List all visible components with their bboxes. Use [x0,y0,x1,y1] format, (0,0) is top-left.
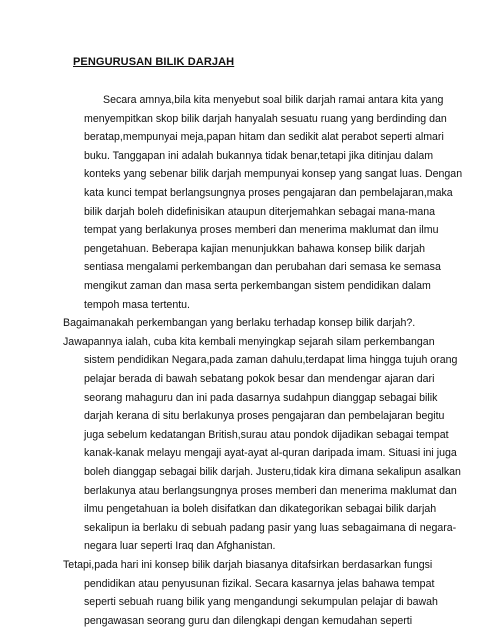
text-line: ilmu pengetahuan ia boleh disifatkan dan dikategorikan sebagai bilik darjah [84,503,437,516]
text-line: kanak-kanak melayu mengaji ayat-ayat al-quran daripada imam. Situasi ini juga [84,447,457,460]
text-line: pelajar berada di bawah sebatang pokok besar dan mendengar ajaran dari [84,373,435,385]
text-line: Jawapannya ialah, cuba kita kembali menyingkap sejarah silam perkembangan [63,335,435,348]
text-line: buku. Tanggapan ini adalah bukannya tidak benar,tetapi jika ditinjau dalam [84,149,434,162]
text-line: seorang mahaguru dan ini pada dasarnya sudahpun dianggap sebagai bilik [84,391,438,404]
text-line: beratap,mempunyai meja,papan hitam dan sedikit alat perabot seperti almari [84,131,444,144]
text-line: sentiasa mengalami perkembangan dan perubahan dari semasa ke semasa [84,261,441,274]
text-line: menyempitkan skop bilik darjah hanyalah sesuatu ruang yang berdinding dan [84,112,447,125]
text-line: sekalipun ia berlaku di sebuah padang pasir yang luas sebagaimana di negara- [84,521,457,534]
text-line: pendidikan atau penyusunan fizikal. Secara kasarnya jelas bahawa tempat [84,577,435,590]
text-line: negara luar seperti Iraq dan Afghanistan. [84,540,276,553]
text-line: tempoh masa tertentu. [84,298,190,311]
text-line: seperti sebuah ruang bilik yang mengandungi sekumpulan pelajar di bawah [84,596,438,609]
text-line: bilik darjah boleh didefinisikan ataupun diterjemahkan sebagai mana-mana [84,205,435,218]
text-line: mengikut zaman dan masa serta perkembangan sistem pendidikan dalam [84,280,431,292]
text-line: berlakunya atau berlangsungnya proses memberi dan menerima maklumat dan [84,484,457,497]
text-line: konteks yang sebenar bilik darjah mempunyai konsep yang sangat luas. Dengan [84,168,463,181]
text-line: boleh dianggap sebagai bilik darjah. Justeru,tidak kira dimana sekalipun asalkan [84,466,461,478]
text-line: Tetapi,pada hari ini konsep bilik darjah biasanya ditafsirkan berdasarkan fungsi [63,559,433,571]
document-title: PENGURUSAN BILIK DARJAH [73,56,235,68]
text-line: juga sebelum kedatangan British,surau atau pondok dijadikan sebagai tempat [84,428,449,441]
text-line: tempat yang berlakunya proses memberi dan menerima maklumat dan ilmu [84,224,439,237]
text-line: kata kunci tempat berlangsungnya proses pengajaran dan pembelajaran,maka [84,187,453,199]
text-line: sistem pendidikan Negara,pada zaman dahulu,terdapat lima hingga tujuh orang [84,354,458,367]
text-line: darjah kerana di situ berlakunya proses pengajaran dan pembelajaran begitu [84,410,445,423]
text-line: pengetahuan. Beberapa kajian menunjukkan bahawa konsep bilik darjah [84,242,426,255]
text-line: Bagaimanakah perkembangan yang berlaku terhadap konsep bilik darjah?. [63,317,416,330]
text-line: pengawasan seorang guru dan dilengkapi dengan kemudahan seperti [84,614,413,627]
text-line: Secara amnya,bila kita menyebut soal bilik darjah ramai antara kita yang [103,94,444,106]
